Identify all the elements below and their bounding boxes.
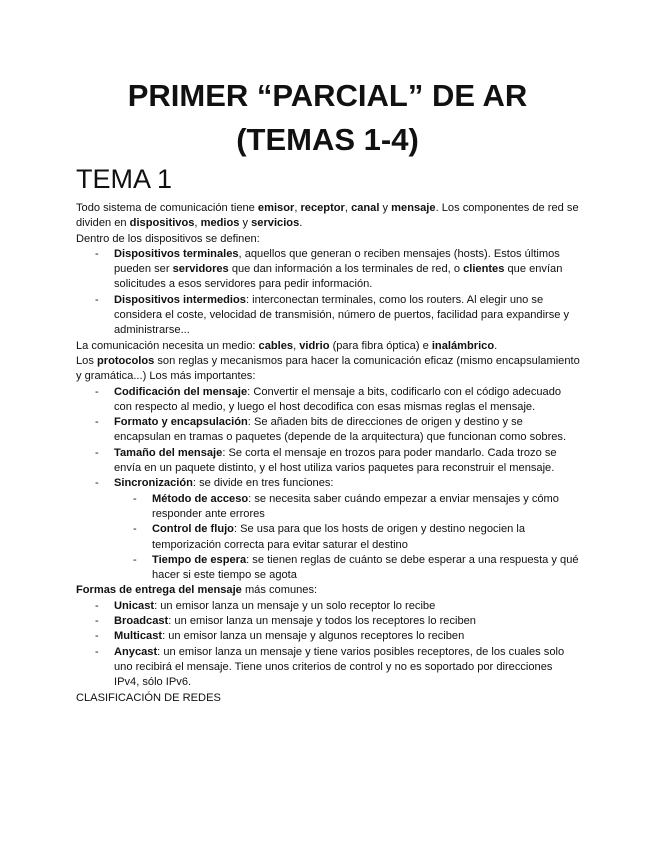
protocolos-paragraph: Los protocolos son reglas y mecanismos para hacer la comunicación eficaz (mismo encapsulamiento y gramática...) Los más importantes: bbox=[76, 354, 580, 383]
devices-list bbox=[76, 247, 580, 339]
list-item: - Codificación del mensaje: Convertir el mensaje a bits, codificarlo con el código adecuado con respecto al medio, y luego el host decodifica con esas mismas reglas el mensaje. bbox=[76, 385, 580, 416]
sync-sublist bbox=[114, 492, 580, 584]
list-item: - Broadcast: un emisor lanza un mensaje y todos los receptores lo reciben bbox=[76, 614, 580, 629]
list-item: - Dispositivos terminales, aquellos que generan o reciben mensajes (hosts). Estos últimos pueden ser servidores que dan información a los terminales de red, o clientes que envían solicitudes a esos servidores para pedir información. bbox=[76, 247, 580, 293]
intro-paragraph: Todo sistema de comunicación tiene emisor, receptor, canal y mensaje. Los componentes de red se dividen en dispositivos, medios y servicios. bbox=[76, 202, 579, 230]
list-item: - Unicast: un emisor lanza un mensaje y un solo receptor lo recibe bbox=[76, 599, 580, 614]
title-line-1: PRIMER “PARCIAL” DE AR bbox=[127, 78, 528, 113]
list-item: - Control de flujo: Se usa para que los hosts de origen y destino negocien la temporización correcta para evitar saturar el destino bbox=[114, 522, 580, 553]
clasificacion-heading: CLASIFICACIÓN DE REDES bbox=[76, 691, 221, 704]
list-item: - Multicast: un emisor lanza un mensaje y algunos receptores lo reciben bbox=[76, 629, 580, 644]
list-item: - Método de acceso: se necesita saber cuándo empezar a enviar mensajes y cómo responder ante errores bbox=[114, 492, 580, 523]
list-item: - Formato y encapsulación: Se añaden bits de direcciones de origen y destino y se encapsulan en tramas o paquetes (depende de la arquitectura) que funcionan como sobres. bbox=[76, 415, 580, 446]
title-line-2: (TEMAS 1-4) bbox=[236, 122, 419, 157]
formas-paragraph: Formas de entrega del mensaje más comunes: bbox=[76, 584, 318, 597]
devices-intro: Dentro de los dispositivos se definen: bbox=[76, 232, 260, 245]
list-item: - Tamaño del mensaje: Se corta el mensaje en trozos para poder mandarlo. Cada trozo se envía en un paquete distinto, y el host utiliza varios paquetes para reconstruir el mensaje. bbox=[76, 446, 580, 477]
list-item: - Tiempo de espera: se tienen reglas de cuánto se debe esperar a una respuesta y qué hacer si este tiempo se agota bbox=[114, 553, 580, 584]
list-item: - Dispositivos intermedios: interconectan terminales, como los routers. Al elegir uno se considera el coste, velocidad de transmisión, número de puertos, facilidad para expandirse y administrarse... bbox=[76, 293, 580, 339]
section-heading: TEMA 1 bbox=[76, 164, 173, 194]
medio-paragraph: La comunicación necesita un medio: cables, vidrio (para fibra óptica) e inalámbrico. bbox=[76, 339, 498, 352]
document-title bbox=[0, 77, 655, 165]
delivery-list bbox=[76, 599, 580, 691]
protocol-list bbox=[76, 385, 580, 584]
document-body bbox=[76, 201, 580, 706]
list-item: - Anycast: un emisor lanza un mensaje y tiene varios posibles receptores, de los cuales solo uno recibirá el mensaje. Tiene unos criterios de control y no es soportado por direcciones IPv4, sólo IPv6. bbox=[76, 645, 580, 691]
list-item: - Sincronización: se divide en tres funciones: - Método de acceso: se necesita saber cuándo empezar a enviar mensajes y cómo responder ante errores - Control de flujo: Se usa para que los hosts de origen y destino negocien la temporización correcta para evitar saturar el destino - Tiempo de espera: se tienen reglas de cuánto se debe esperar a una respuesta y qué hacer si este tiempo se agota bbox=[76, 476, 580, 583]
